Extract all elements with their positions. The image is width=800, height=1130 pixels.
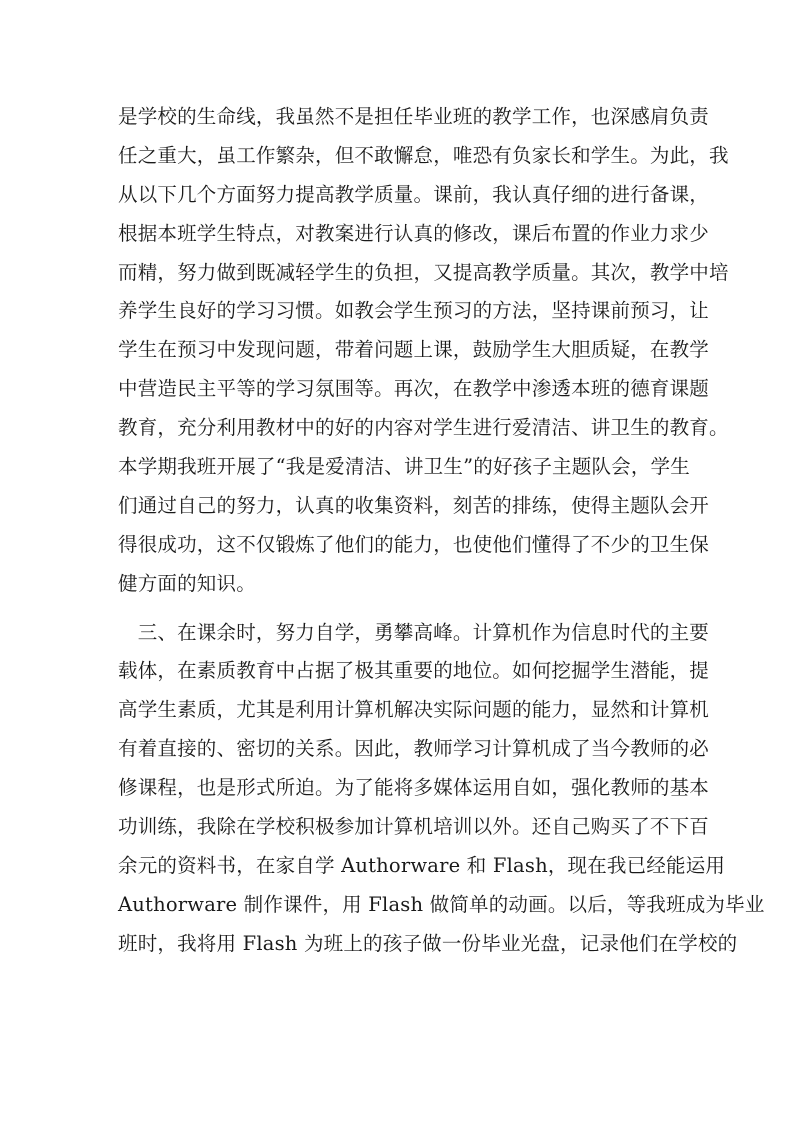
text-line: 是学校的生命线，我虽然不是担任毕业班的教学工作，也深感肩负责 (118, 105, 710, 128)
text-line: 有着直接的、密切的关系。因此，教师学习计算机成了当今教师的必 (118, 737, 710, 761)
text-line: 养学生良好的学习习惯。如教会学生预习的方法，坚持课前预习，让 (118, 299, 710, 323)
text-line: 载体，在素质教育中占据了极其重要的地位。如何挖掘学生潜能，提 (118, 659, 710, 683)
text-line: 功训练，我除在学校积极参加计算机培训以外。还自己购买了不下百 (118, 815, 710, 839)
text-line: 学生在预习中发现问题，带着问题上课，鼓励学生大胆质疑，在教学 (118, 338, 710, 362)
text-line: 班时，我将用 Flash 为班上的孩子做一份毕业光盘，记录他们在学校的 (118, 931, 738, 955)
text-line: 本学期我班开展了“我是爱清洁、讲卫生”的好孩子主题队会，学生 (118, 455, 690, 479)
document-body (118, 98, 765, 964)
text-line: 中营造民主平等的学习氛围等。再次，在教学中渗透本班的德育课题 (118, 377, 710, 401)
text-line: 修课程，也是形式所迫。为了能将多媒体运用自如，强化教师的基本 (118, 776, 710, 800)
text-line: 从以下几个方面努力提高教学质量。课前，我认真仔细的进行备课， (118, 182, 710, 206)
text-line: 高学生素质，尤其是利用计算机解决实际问题的能力，显然和计算机 (118, 698, 710, 722)
text-line: 教育，充分利用教材中的好的内容对学生进行爱清洁、讲卫生的教育。 (118, 416, 729, 440)
paragraph-start-line: 三、在课余时，努力自学，勇攀高峰。计算机作为信息时代的主要 (118, 620, 710, 644)
text-line: 而精，努力做到既减轻学生的负担，又提高教学质量。其次，教学中培 (118, 260, 729, 284)
text-line: 得很成功，这不仅锻炼了他们的能力，也使他们懂得了不少的卫生保 (118, 532, 710, 556)
text-line: 余元的资料书，在家自学 Authorware 和 Flash，现在我已经能运用 (118, 853, 726, 877)
text-line: 健方面的知识。 (118, 571, 256, 595)
text-line: 们通过自己的努力，认真的收集资料，刻苦的排练，使得主题队会开 (118, 493, 710, 517)
text-line: 根据本班学生特点，对教案进行认真的修改，课后布置的作业力求少 (118, 221, 710, 245)
text-line: 任之重大，虽工作繁杂，但不敢懈怠，唯恐有负家长和学生。为此，我 (118, 143, 729, 167)
text-line: Authorware 制作课件，用 Flash 做简单的动画。以后，等我班成为毕业 (118, 892, 765, 916)
